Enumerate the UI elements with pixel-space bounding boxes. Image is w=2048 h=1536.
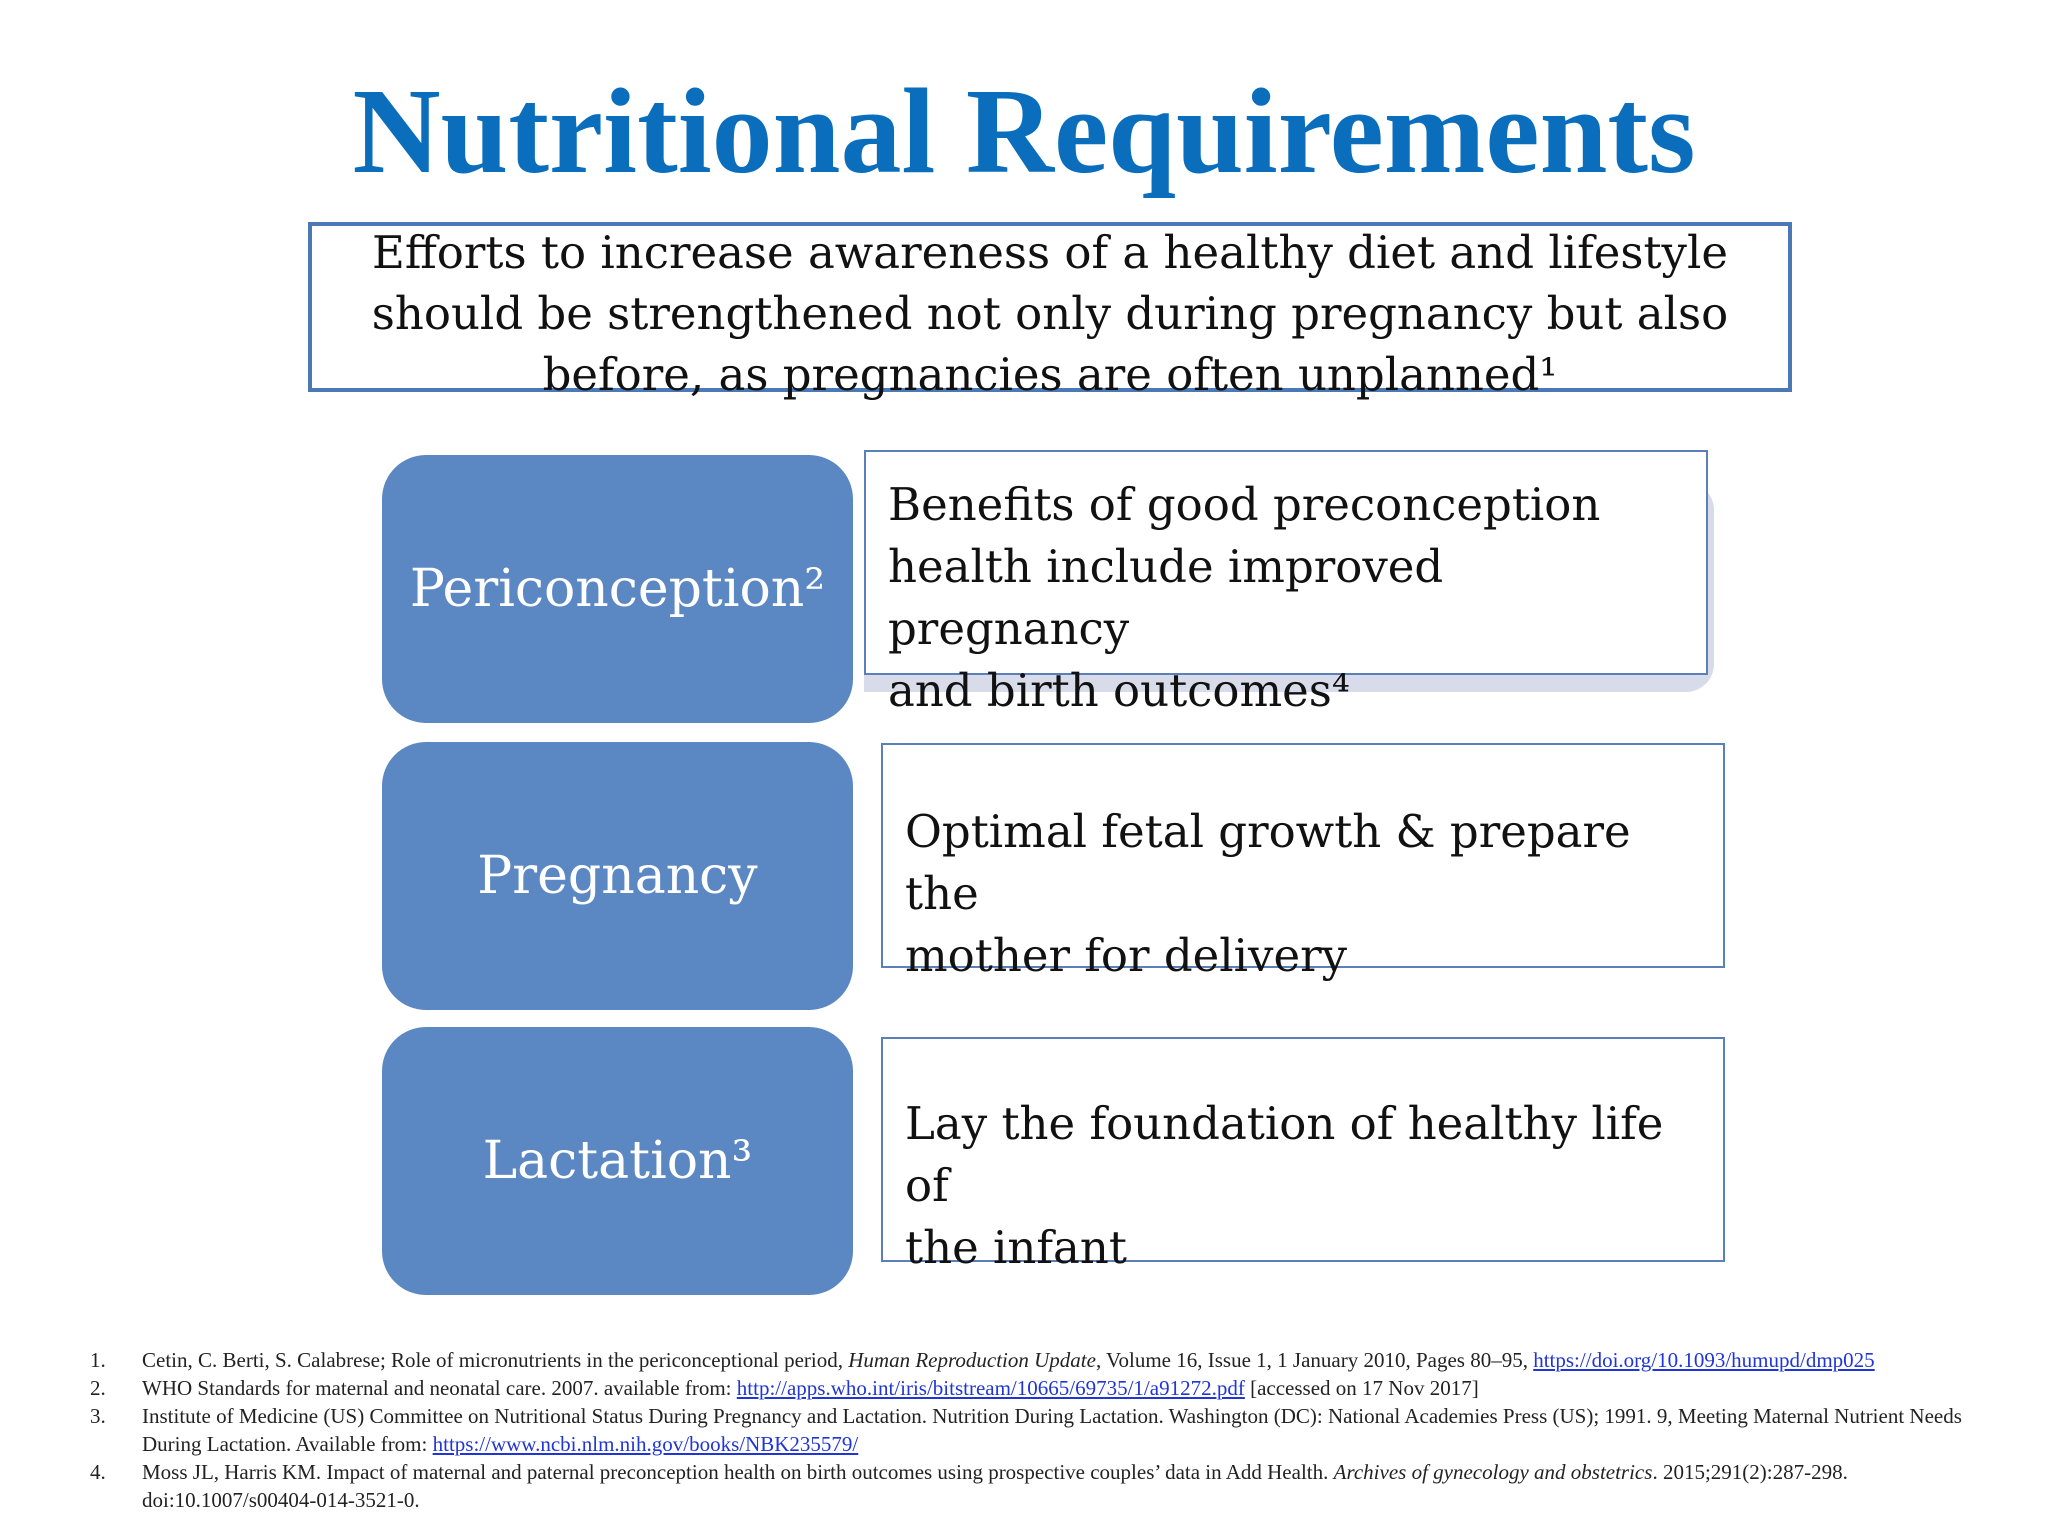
reference-link[interactable]: https://www.ncbi.nlm.nih.gov/books/NBK235579/ xyxy=(432,1432,859,1456)
slide-title: Nutritional Requirements xyxy=(352,64,1696,199)
stage-label: Periconception² xyxy=(409,559,826,619)
description-periconception xyxy=(864,450,1708,717)
description-pregnancy xyxy=(881,743,1725,982)
reference-journal: Archives of gynecology and obstetrics xyxy=(1333,1460,1653,1484)
references-list xyxy=(90,1346,1980,1514)
reference-text: WHO Standards for maternal and neonatal care. 2007. available from: xyxy=(142,1376,737,1400)
reference-item xyxy=(90,1346,1980,1374)
reference-text: , Volume 16, Issue 1, 1 January 2010, Pages 80–95, xyxy=(1095,1348,1534,1372)
stage-label: Pregnancy xyxy=(477,846,758,906)
description-text: Lay the foundation of healthy life of the infant xyxy=(905,1097,1664,1274)
reference-link[interactable]: http://apps.who.int/iris/bitstream/10665/69735/1/a91272.pdf xyxy=(736,1376,1245,1400)
stage-lactation xyxy=(382,1027,853,1295)
reference-item xyxy=(90,1458,1980,1514)
reference-number: 4. xyxy=(90,1460,106,1484)
summary-text: Efforts to increase awareness of a healthy diet and lifestyle should be strengthened not only during pregnancy but also before, as pregnancies are often unplanned¹ xyxy=(371,226,1729,401)
reference-text: Institute of Medicine (US) Committee on Nutritional Status During Pregnancy and Lactation. Nutrition During Lactation. Washington (DC): National Academies Press (US); 1991. 9, Meeting Maternal Nutrient Needs During Lactation. Available from: xyxy=(142,1404,1962,1456)
reference-journal: Human Reproduction Update xyxy=(848,1348,1096,1372)
description-lactation xyxy=(881,1037,1725,1274)
reference-item xyxy=(90,1374,1980,1402)
reference-text: Cetin, C. Berti, S. Calabrese; Role of micronutrients in the periconceptional period, xyxy=(142,1348,849,1372)
reference-item xyxy=(90,1402,1980,1458)
description-text: Benefits of good preconception health include improved pregnancy and birth outcomes⁴ xyxy=(888,478,1601,717)
stage-periconception xyxy=(382,455,853,723)
reference-link[interactable]: https://doi.org/10.1093/humupd/dmp025 xyxy=(1533,1348,1875,1372)
reference-number: 2. xyxy=(90,1376,106,1400)
reference-text: . 2015;291(2):287-298. doi:10.1007/s00404-014-3521-0. xyxy=(142,1460,1848,1512)
reference-text: Moss JL, Harris KM. Impact of maternal and paternal preconception health on birth outcomes using prospective couples’ data in Add Health. xyxy=(142,1460,1334,1484)
reference-number: 3. xyxy=(90,1404,106,1428)
reference-number: 1. xyxy=(90,1348,106,1372)
description-text: Optimal fetal growth & prepare the mother for delivery xyxy=(905,805,1631,982)
stage-label: Lactation³ xyxy=(482,1131,753,1191)
reference-text: [accessed on 17 Nov 2017] xyxy=(1244,1376,1479,1400)
stage-pregnancy xyxy=(382,742,853,1010)
